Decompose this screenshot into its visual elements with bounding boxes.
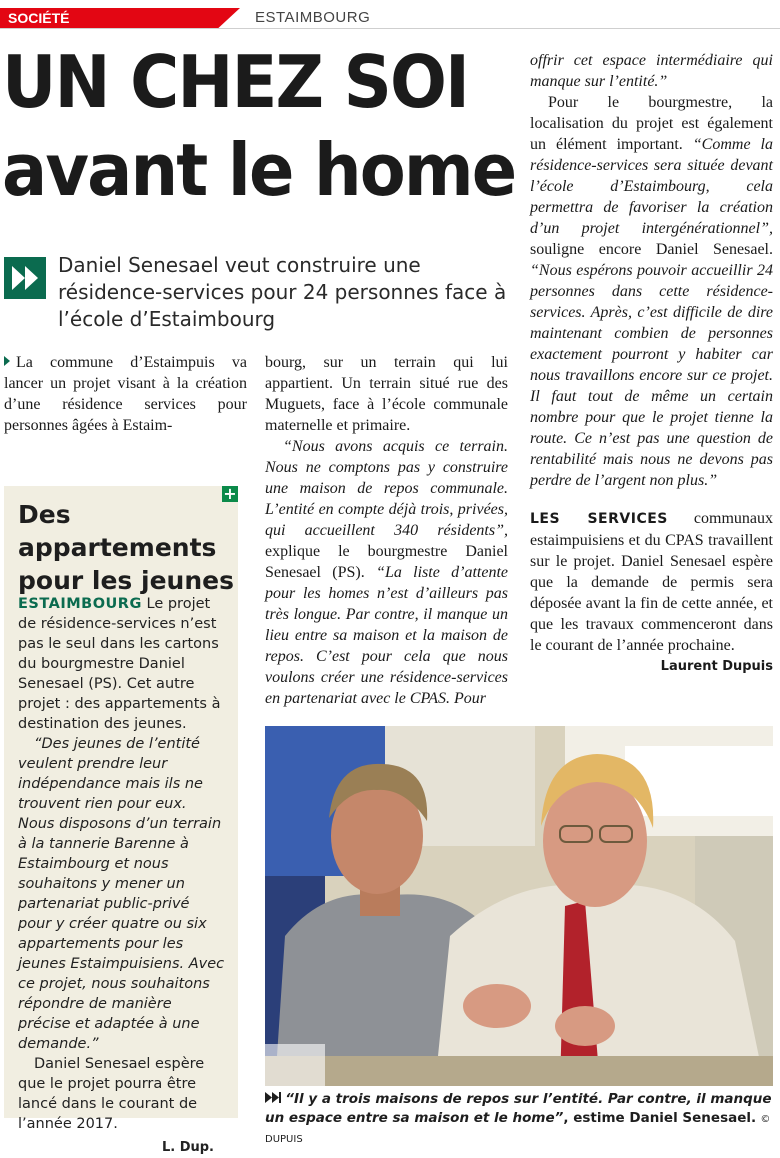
sidebar-title: Des appartements pour les jeunes — [18, 500, 234, 595]
article-photo — [265, 726, 773, 1086]
section-rubric: SOCIÉTÉ — [8, 10, 70, 26]
caption-arrow-icon — [265, 1091, 285, 1107]
services-kicker: LES SERVICES — [530, 511, 668, 527]
article-column-1 — [4, 352, 247, 436]
quote-4: “Nous espérons pouvoir accueillir 24 personnes dans cette résidence-services. Après, c’est difficile de dire maintenant combien de personnes exactement pourront y habiter car nous travaillons encore sur ce projet. Il faut tout de même un certain nombre pour que le projet tienne la route. Ce n’est pas une question de rentabilité mais nous ne devons pas perdre de l’argent non plus.” — [530, 262, 773, 489]
caption-quote: “Il y a trois maisons de repos sur l’entité. Par contre, il manque un espace entre sa maison et le home” — [265, 1091, 772, 1126]
headline-line-2: avant le home — [2, 128, 516, 212]
col3-paragraph-2 — [530, 92, 773, 491]
caption-attribution: , estime Daniel Senesael. — [563, 1110, 757, 1126]
quote-3: “Comme la résidence-services sera située devant l’école d’Estaimbourg, cela permettra de favoriser la création d’un projet intergénérationnel”, — [530, 136, 773, 237]
triangle-bullet-icon — [4, 356, 10, 366]
article-column-2 — [265, 352, 508, 709]
photo-caption — [265, 1090, 775, 1149]
sidebar-body — [18, 594, 226, 1158]
location-tag: ESTAIMBOURG — [255, 9, 371, 26]
fast-forward-icon — [4, 257, 46, 299]
attribution-1: explique le bourgmestre Daniel Senesael (PS). — [265, 543, 508, 581]
col3-text-2: souligne encore Daniel Senesael. — [530, 241, 773, 258]
article-column-3 — [530, 50, 773, 677]
headline-line-1: UN CHEZ SOI — [2, 40, 469, 124]
intro-text: La commune d’Estaimpuis va lancer un projet visant à la création d’une résidence services pour personnes âgées à Estaim- — [4, 354, 247, 434]
quote-1: “Nous avons acquis ce terrain. Nous ne comptons pas y construire une maison de repos communale. L’entité en compte déjà trois, privées, qui accueillent 340 résidents”, — [265, 438, 508, 539]
photo-credit: © DUPUIS — [265, 1114, 771, 1145]
sidebar-signature: L. Dup. — [161, 1140, 214, 1155]
col2-paragraph-2 — [265, 436, 508, 709]
plus-icon: + — [223, 484, 237, 503]
col3-text-1: Pour le bourgmestre, la localisation du projet est également un élément important. — [530, 94, 773, 153]
col3-quote-continued: offrir cet espace intermédiaire qui manque sur l’entité.” — [530, 52, 773, 90]
headline — [2, 38, 516, 214]
col2-paragraph-1: bourg, sur un terrain qui lui appartient. Un terrain situé rue des Muguets, face à l’école communale maternelle et primaire. — [265, 354, 508, 434]
quote-2: “La liste d’attente pour les homes n’est d’ailleurs pas très longue. Par contre, il manque un lieu entre sa maison et la maison de repos. C’est pour cela que nous voulons créer une résidence-services en partenariat avec le CPAS. Pour — [265, 564, 508, 707]
col3-text-3: communaux estaimpuisiens et du CPAS travaillent sur le projet. Daniel Senesael espère que la demande de permis sera déposée avant la fin de cette année, et que les travaux commenceront dans le courant de l’année prochaine. — [530, 510, 773, 654]
sidebar-quote: “Des jeunes de l’entité veulent prendre leur indépendance mais ils ne trouvent rien pour eux. Nous disposons d’un terrain à la tannerie Barenne à Estaimbourg et nous souhaitons y mener un partenariat public-privé pour y créer quatre ou six appartements pour les jeunes Estaimpuisiens. Avec ce projet, nous souhaitons répondre de manière précise et adaptée à une demande.” — [18, 736, 225, 1052]
byline: Laurent Dupuis — [660, 659, 773, 674]
sidebar-paragraph-3: Daniel Senesael espère que le projet pourra être lancé dans le courant de l’année 2017. — [18, 1056, 205, 1132]
sidebar-paragraph-1: Le projet de résidence-services n’est pas le seul dans les cartons du bourgmestre Daniel Senesael (PS). Cet autre projet : des appartements à destination des jeunes. — [18, 596, 221, 732]
lead-paragraph: Daniel Senesael veut construire une résidence-services pour 24 personnes face à l’école d’Estaimbourg — [58, 253, 507, 331]
photo-illustration — [265, 726, 773, 1086]
sidebar-kicker: ESTAIMBOURG — [18, 596, 142, 612]
col3-paragraph-3 — [530, 508, 773, 656]
